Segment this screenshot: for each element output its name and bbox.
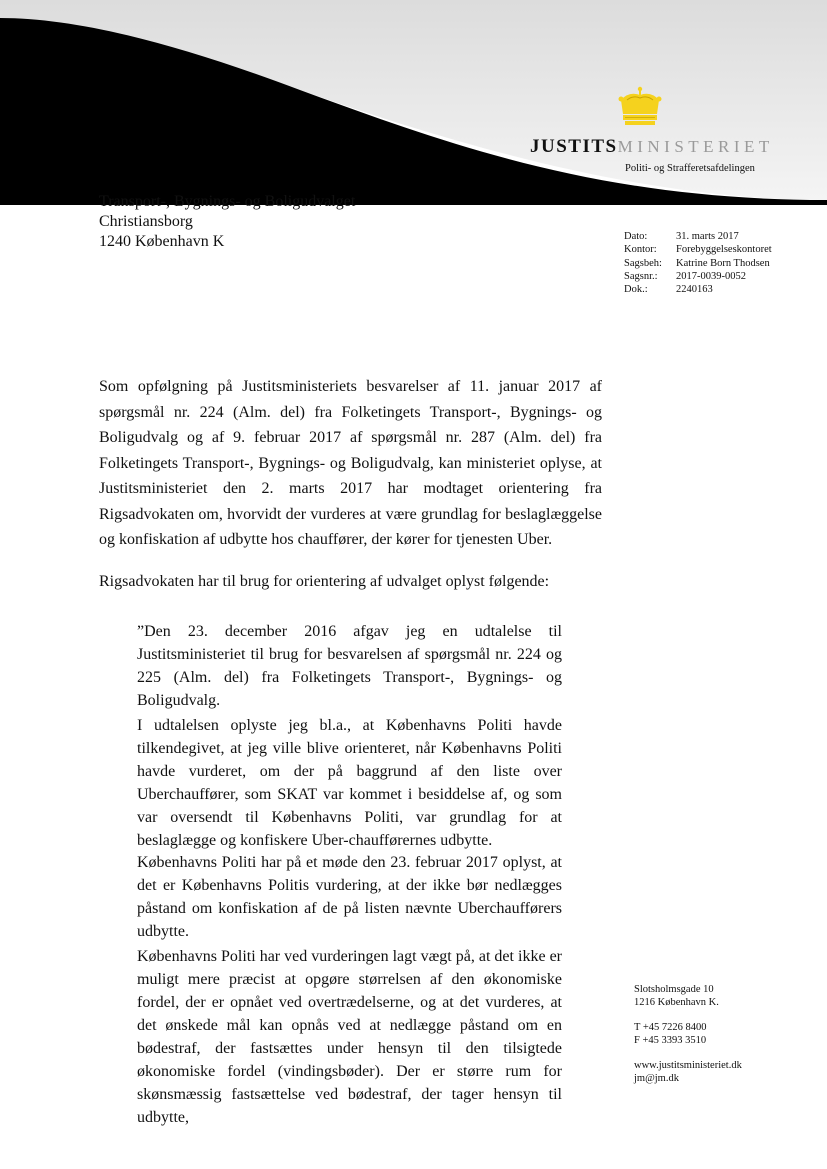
case-metadata [624,230,772,296]
address-city: 1216 København K. [634,996,719,1008]
recipient-line: 1240 København K [99,233,225,250]
quote-paragraph-4: Københavns Politi har ved vurderingen lagt vægt på, at det ikke er muligt mere præcist at opgøre størrelsen af den økonomiske fordel, der er opnået ved overtrædelserne, og at det vurderes, at det ønskede mål kan opnås ved at nedlægge påstand om en bødestraf, der fastsættes under hensyn til den tilsigtede økonomiske fordel (vindingsbøder). Der er større rum for skønsmæssig fastsættelse ved bødestraf, der tager hensyn til udbytte, [137,948,562,1126]
body-paragraph-1: Som opfølgning på Justitsministeriets besvarelser af 11. januar 2017 af spørgsmål nr. 224 (Alm. del) fra Folketingets Transport-, Bygnings- og Boligudvalg og af 9. februar 2017 af spørgsmål nr. 287 (Alm. del) fra Folketingets Transport-, Bygnings- og Boligudvalg, kan ministeriet oplyse, at Justitsministeriet den 2. marts 2017 har modtaget orientering fra Rigsadvokaten om, hvorvidt der vurderes at være grundlag for beslaglæggelse og konfiskation af udbytte hos chauffører, der kører for tjenesten Uber. [99,378,602,548]
crown-icon [617,86,663,128]
quote-paragraph-1: ”Den 23. december 2016 afgav jeg en udtalelse til Justitsministeriet til brug for besvarelsen af spørgsmål nr. 224 og 225 (Alm. del) fra Folketingets Transport-, Bygnings- og Boligudvalg. [137,623,562,709]
header-swoosh [0,0,827,210]
logo-bold: JUSTITS [530,136,618,157]
meta-row-date: Dato: 31. marts 2017 [624,231,739,242]
email-link[interactable]: jm@jm.dk [634,1072,679,1084]
ministry-contact [634,984,742,1085]
quote-paragraph-3: Københavns Politi har på et møde den 23. februar 2017 oplyst, at det er Københavns Politis vurdering, at der ikke bør nedlægges påstand om konfiskation af de på listen nævnte Uberchaufførers udbytte. [137,854,562,940]
meta-row-handler: Sagsbeh: Katrine Born Thodsen [624,257,770,269]
recipient-line: Transport-, Bygnings- og Boligudvalget [99,193,356,210]
logo-light: MINISTERIET [617,137,774,156]
recipient-line: Christiansborg [99,213,193,230]
quote-paragraph-2: I udtalelsen oplyste jeg bl.a., at Københavns Politi havde tilkendegivet, at jeg ville blive orienteret, når Københavns Politi havde vurderet, om der på baggrund af den liste over Uberchauffører, som SKAT var kommet i besiddelse af, og som var oversendt til Københavns Politi, var grundlag for at beslaglægge og konfiskere Uber-chaufførernes udbytte. [137,717,562,849]
meta-row-case-number: Sagsnr.: 2017-0039-0052 [624,270,746,282]
logo-wordmark [530,136,774,158]
department-name: Politi- og Strafferetsafdelingen [625,163,755,174]
recipient-address [99,193,356,252]
meta-row-document: Dok.: 2240163 [624,284,713,296]
phone-number: T +45 7226 8400 [634,1022,707,1033]
website-link[interactable]: www.justitsministeriet.dk [634,1060,742,1071]
address-street: Slotsholmsgade 10 [634,984,714,995]
body-paragraph-2: Rigsadvokaten har til brug for orientering af udvalget oplyst følgende: [99,573,550,590]
fax-number: F +45 3393 3510 [634,1034,707,1046]
meta-row-office: Kontor: Forebyggelseskontoret [624,244,772,256]
